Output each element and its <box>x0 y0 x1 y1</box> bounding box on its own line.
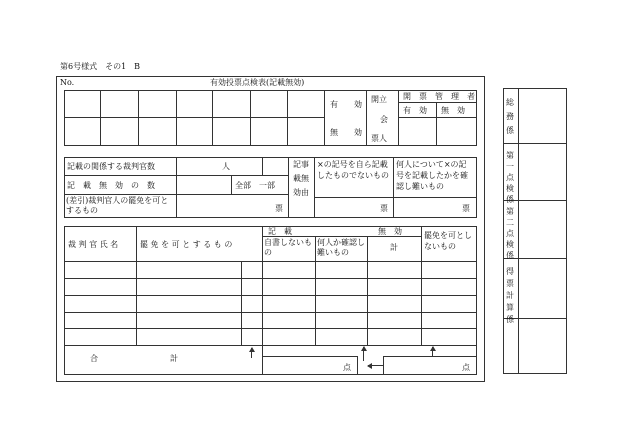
reason-not-self-written: ×の記号を自ら記載したものでないもの <box>317 160 389 180</box>
grand-total-label: 合 計 <box>90 354 178 363</box>
muko-label: 無 効 <box>330 128 362 137</box>
hyonin-label: 票人 <box>371 134 387 143</box>
form-title: 有効投票点検表(記載無効) <box>210 78 305 87</box>
second-check-label: 第二点検係 <box>506 207 514 260</box>
sub-not-self: 自書しないもの <box>264 238 312 257</box>
no-label: No. <box>60 78 75 87</box>
reason1-unit: 票 <box>380 204 388 213</box>
yuko-label: 有 効 <box>330 100 362 109</box>
kanri-muko-label: 無 効 <box>441 106 465 115</box>
kanrisha-label: 開 票 管 理 者 <box>403 92 475 101</box>
kaihyo-label: 開立 <box>371 95 387 104</box>
points-label-2: 点 <box>462 363 470 372</box>
invalid-reason-label: 記事載無効由 <box>293 160 309 197</box>
sub-total: 計 <box>390 243 398 252</box>
kai-label: 会 <box>380 115 388 124</box>
invalid-count-label: 記 載 無 効 の 数 <box>67 181 155 190</box>
net-dismissal-unit: 票 <box>275 204 283 213</box>
vote-count-label: 得票計算係 <box>506 267 514 324</box>
col-dismissal-not-ok: 罷免を可としないもの <box>424 231 472 251</box>
all-part-label: 全部 一部 <box>235 181 275 190</box>
points-label-1: 点 <box>343 363 351 372</box>
first-check-label: 第一点検係 <box>506 151 514 204</box>
arrow-up-icon <box>251 348 252 358</box>
reason2-unit: 票 <box>462 204 470 213</box>
arrow-up-icon <box>432 347 433 356</box>
arrow-left-icon <box>368 365 383 366</box>
related-judges-label: 記載の関係する裁判官数 <box>67 162 155 171</box>
general-affairs-label: 総務係 <box>506 98 514 135</box>
form-number-label: 第6号様式 その1 B <box>60 62 141 71</box>
arrow-up-icon <box>363 347 364 361</box>
col-kisai: 記 載 <box>268 227 292 236</box>
related-judges-unit: 人 <box>222 162 230 171</box>
col-judge-name: 裁 判 官 氏 名 <box>68 240 119 249</box>
net-dismissal-label: (差引)裁判官人の罷免を可とするもの <box>66 196 169 215</box>
sub-unclear: 何人か確認し難いもの <box>317 238 365 257</box>
kanri-yuko-label: 有 効 <box>403 106 427 115</box>
col-muko: 無 効 <box>378 227 402 236</box>
col-dismissal-ok: 罷 免 を 可 と す る も の <box>140 240 233 249</box>
reason-unclear-target: 何人について×の記号を記載したかを確認し難いもの <box>396 160 468 191</box>
